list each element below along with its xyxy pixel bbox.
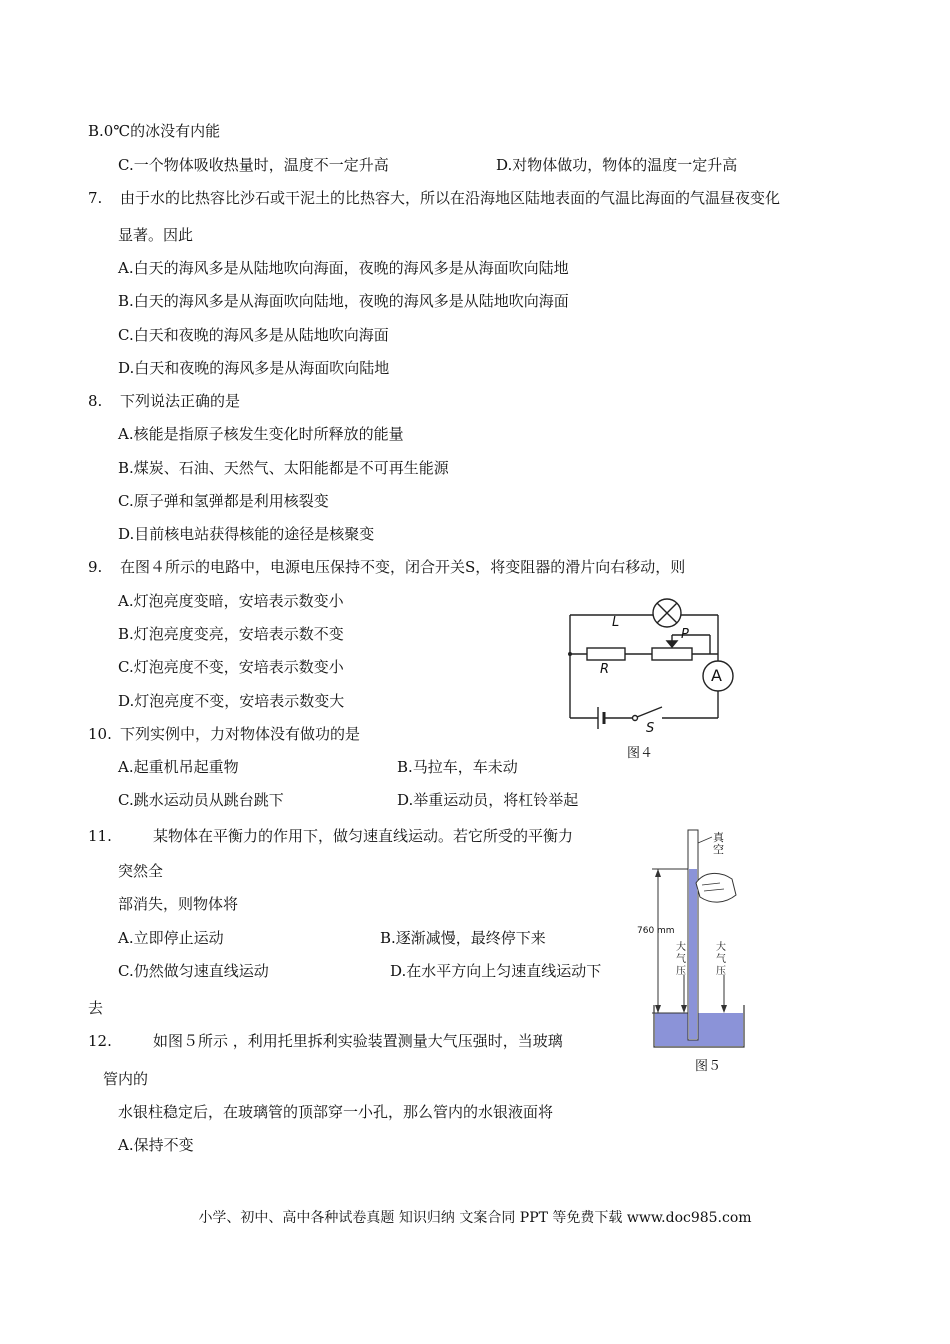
option-line: D.对物体做功，物体的温度一定升高 (496, 156, 738, 174)
question-number: 8. (88, 392, 103, 410)
slider-label: P (681, 627, 689, 642)
option-line: A.起重机吊起重物 (118, 758, 239, 776)
question-number: 11. (88, 827, 112, 845)
question-text: 某物体在平衡力的作用下，做匀速直线运动。若它所受的平衡力 (153, 827, 574, 845)
option-line: C.仍然做匀速直线运动 (118, 962, 269, 980)
option-line: D.在水平方向上匀速直线运动下 (390, 962, 602, 980)
question-text: 去 (88, 999, 104, 1017)
question-number: 7. (88, 189, 103, 207)
question-text: 下列实例中，力对物体没有做功的是 (120, 725, 361, 743)
option-line: B.白天的海风多是从海面吹向陆地，夜晚的海风多是从陆地吹向海面 (118, 292, 569, 310)
question-text: 水银柱稳定后，在玻璃管的顶部穿一小孔，那么管内的水银液面将 (118, 1103, 554, 1121)
option-line: C.原子弹和氢弹都是利用核裂变 (118, 492, 329, 510)
vacuum-label: 真空 (713, 831, 724, 856)
question-number: 12. (88, 1032, 112, 1050)
question-text: 下列说法正确的是 (120, 392, 241, 410)
option-line: A.保持不变 (118, 1136, 194, 1154)
question-number: 9. (88, 558, 103, 576)
atm-left-label: 大气压 (676, 942, 686, 977)
question-number: 10. (88, 725, 112, 743)
figure-caption: 图４ (627, 746, 654, 761)
torricelli-diagram (640, 825, 750, 1050)
option-line: B.灯泡亮度变亮，安培表示数不变 (118, 625, 344, 643)
option-line: B.0℃的冰没有内能 (88, 122, 221, 140)
option-line: B.马拉车，车未动 (397, 758, 518, 776)
option-line: A.灯泡亮度变暗，安培表示数变小 (118, 592, 344, 610)
ammeter-label: A (711, 666, 722, 685)
option-line: A.核能是指原子核发生变化时所释放的能量 (118, 425, 404, 443)
atm-right-label: 大气压 (716, 942, 726, 977)
option-line: D.目前核电站获得核能的途径是核聚变 (118, 525, 375, 543)
option-line: C.灯泡亮度不变，安培表示数变小 (118, 658, 344, 676)
option-line: C.一个物体吸收热量时，温度不一定升高 (118, 156, 389, 174)
option-line: D.灯泡亮度不变，安培表示数变大 (118, 692, 345, 710)
question-text: 部消失，则物体将 (118, 895, 239, 913)
height-label: 760 mm (637, 926, 675, 936)
lamp-label: L (612, 615, 620, 630)
option-line: A.立即停止运动 (118, 929, 224, 947)
resistor-label: R (600, 662, 610, 677)
question-text: 由于水的比热容比沙石或干泥土的比热容大，所以在沿海地区陆地表面的气温比海面的气温昼夜变化 (120, 189, 781, 207)
option-line: B.煤炭、石油、天然气、太阳能都是不可再生能源 (118, 459, 449, 477)
option-line: D.举重运动员，将杠铃举起 (397, 791, 579, 809)
question-text: 管内的 (103, 1070, 149, 1088)
figure-caption: 图５ (695, 1059, 722, 1074)
option-line: C.跳水运动员从跳台跳下 (118, 791, 284, 809)
option-line: D.白天和夜晚的海风多是从海面吹向陆地 (118, 359, 390, 377)
option-line: B.逐渐减慢，最终停下来 (380, 929, 546, 947)
option-line: A.白天的海风多是从陆地吹向海面，夜晚的海风多是从海面吹向陆地 (118, 259, 569, 277)
page-footer: 小学、初中、高中各种试卷真题 知识归纳 文案合同 PPT 等免费下载 www.doc985.com (198, 1210, 752, 1226)
option-line: C.白天和夜晚的海风多是从陆地吹向海面 (118, 326, 389, 344)
question-text: 突然全 (118, 862, 164, 880)
question-text: 如图５所示 ，利用托里拆利实验装置测量大气压强时，当玻璃 (153, 1032, 563, 1050)
question-text: 在图４所示的电路中，电源电压保持不变，闭合开关S，将变阻器的滑片向右移动，则 (120, 558, 686, 576)
switch-label: S (646, 721, 655, 736)
question-text: 显著。因此 (118, 226, 194, 244)
